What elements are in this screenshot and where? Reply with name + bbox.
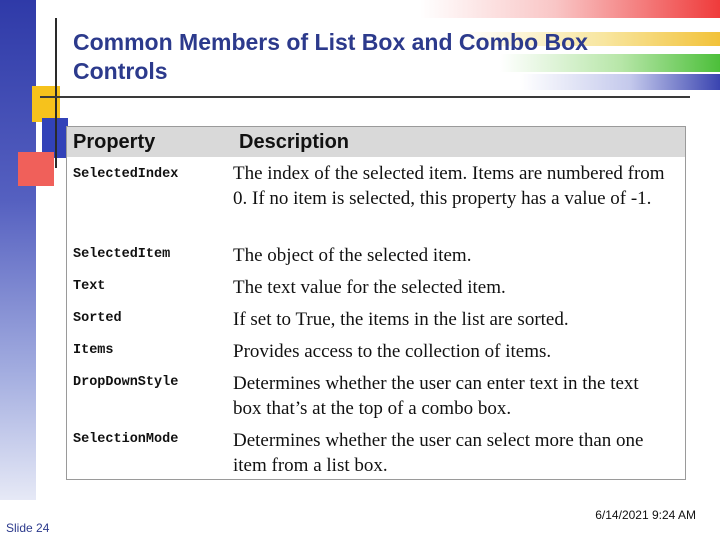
description-cell: The index of the selected item. Items are numbered from 0. If no item is selected, this property has a value of -1.	[233, 163, 665, 209]
description-cell: The object of the selected item.	[233, 245, 472, 266]
description-cell: If set to True, the items in the list are sorted.	[233, 309, 569, 330]
description-cell: Determines whether the user can select more than one item from a list box.	[233, 430, 644, 476]
table-row	[67, 157, 685, 239]
property-cell: Sorted	[73, 311, 122, 326]
property-cell: Items	[73, 343, 114, 358]
table-row	[67, 335, 685, 367]
footer-slide-number: Slide 24	[6, 521, 50, 535]
description-cell: The text value for the selected item.	[233, 277, 506, 298]
header-description: Description	[239, 130, 350, 153]
header-property: Property	[73, 130, 156, 153]
left-gradient-bar	[0, 0, 36, 500]
table-row	[67, 271, 685, 303]
property-cell: SelectionMode	[73, 432, 179, 447]
footer-datetime: 6/14/2021 9:24 AM	[595, 508, 696, 522]
description-cell: Determines whether the user can enter text in the text box that’s at the top of a combo box.	[233, 373, 639, 419]
title-horizontal-rule	[40, 96, 690, 98]
members-table	[66, 126, 686, 480]
title-vertical-rule	[55, 18, 57, 168]
accent-square-red	[18, 152, 54, 186]
property-cell: Text	[73, 279, 106, 294]
property-cell: SelectedIndex	[73, 167, 179, 182]
slide-title: Common Members of List Box and Combo Box Controls	[73, 29, 588, 84]
table-header-row	[67, 127, 685, 157]
table-row	[67, 239, 685, 271]
table-row	[67, 367, 685, 424]
property-cell: SelectedItem	[73, 247, 171, 262]
table-row	[67, 424, 685, 481]
table-row	[67, 303, 685, 335]
description-cell: Provides access to the collection of items.	[233, 341, 552, 362]
top-gradient-band-red	[420, 0, 720, 18]
property-cell: DropDownStyle	[73, 375, 179, 390]
